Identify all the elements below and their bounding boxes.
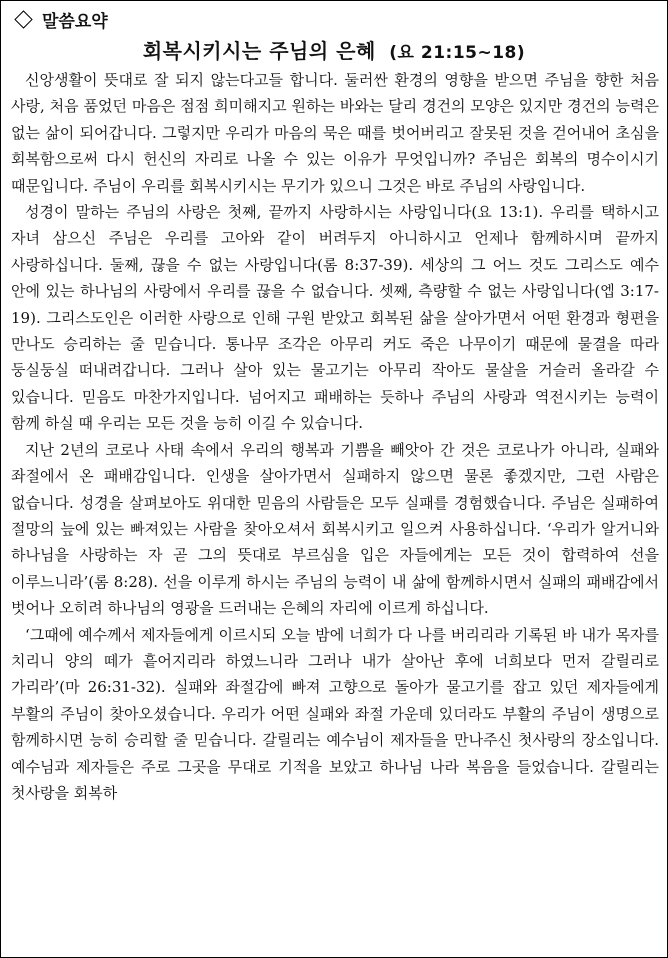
section-header (13, 7, 108, 32)
sermon-title (1, 35, 667, 64)
paragraph-2: 성경이 말하는 주님의 사랑은 첫째, 끝까지 사랑하시는 사랑입니다(요 13:1). 우리를 택하시고 자녀 삼으신 주님은 우리를 고아와 같이 버려두지 아니하시고 언제나 함께하시며 끝까지 사랑하십니다. 둘째, 끊을 수 없는 사랑입니다(롬 8:37-39). 세상의 그 어느 것도 그리스도 예수 안에 있는 하나님의 사랑에서 우리를 끊을 수 없습니다. 셋째, 측량할 수 없는 사랑입니다(엡 3:17-19). 그리스도인은 이러한 사랑으로 인해 구원 받았고 회복된 삶을 살아가면서 어떤 환경과 형편을 만나도 승리하는 줄 믿습니다. 통나무 조각은 아무리 커도 죽은 나무이기 때문에 물결을 따라 둥실둥실 떠내려갑니다. 그러나 살아 있는 물고기는 아무리 작아도 물살을 거슬러 올라갈 수 있습니다. 믿음도 마찬가지입니다. 넘어지고 패배하는 듯하나 주님의 사랑과 역전시키는 능력이 함께 하실 때 우리는 모든 것을 능히 이길 수 있습니다. (11, 203, 660, 433)
sermon-body (11, 67, 659, 806)
diamond-icon (14, 10, 32, 28)
scripture-reference: (요 21:15~18) (389, 43, 526, 63)
section-header-label: 말씀요약 (42, 12, 108, 32)
paragraph-1: 신앙생활이 뜻대로 잘 되지 않는다고들 합니다. 둘러싼 환경의 영향을 받으면 주님을 향한 처음 사랑, 처음 품었던 마음은 점점 희미해지고 원하는 바와는 달리 경건의 모양은 있지만 경건의 능력은 없는 삶이 되어갑니다. 그렇지만 우리가 마음의 묵은 때를 벗어버리고 잘못된 것을 걷어내어 초심을 회복함으로써 다시 헌신의 자리로 나올 수 있는 이유가 무엇입니까? 주님은 회복의 명수이시기 때문입니다. 주님이 우리를 회복시키시는 무기가 있으니 그것은 바로 주님의 사랑입니다. (11, 71, 659, 195)
paragraph-3: 지난 2년의 코로나 사태 속에서 우리의 행복과 기쁨을 빼앗아 간 것은 코로나가 아니라, 실패와 좌절에서 온 패배감입니다. 인생을 살아가면서 실패하지 않으면 물론 좋겠지만, 그런 사람은 없습니다. 성경을 살펴보아도 위대한 믿음의 사람들은 모두 실패를 경험했습니다. 주님은 실패하여 절망의 늪에 있는 빠져있는 사람을 찾아오셔서 회복시키고 일으켜 사용하십니다. ‘우리가 알거니와 하나님을 사랑하는 자 곧 그의 뜻대로 부르심을 입은 자들에게는 모든 것이 합력하여 선을 이루느니라’(롬 8:28). 선을 이루게 하시는 주님의 능력이 내 삶에 함께하시면서 실패의 패배감에서 벗어나 오히려 하나님의 영광을 드러내는 은혜의 자리에 이르게 하십니다. (11, 440, 659, 618)
sermon-title-main: 회복시키시는 주님의 은혜 (142, 39, 376, 63)
paragraph-4: ‘그때에 예수께서 제자들에게 이르시되 오늘 밤에 너희가 다 나를 버리리라 기록된 바 내가 목자를 치리니 양의 떼가 흩어지리라 하였느니라 그러나 내가 살아난 후에 너희보다 먼저 갈릴리로 가리라’(마 26:31-32). 실패와 좌절감에 빠져 고향으로 돌아가 물고기를 잡고 있던 제자들에게 부활의 주님이 찾아오셨습니다. 우리가 어떤 실패와 좌절 가운데 있더라도 부활의 주님이 생명으로 함께하시면 능히 승리할 줄 믿습니다. 갈릴리는 예수님이 제자들을 만나주신 첫사랑의 장소입니다. 예수님과 제자들은 주로 그곳을 무대로 기적을 보았고 하나님 나라 복음을 들었습니다. 갈릴리는 첫사랑을 회복하 (11, 625, 659, 802)
